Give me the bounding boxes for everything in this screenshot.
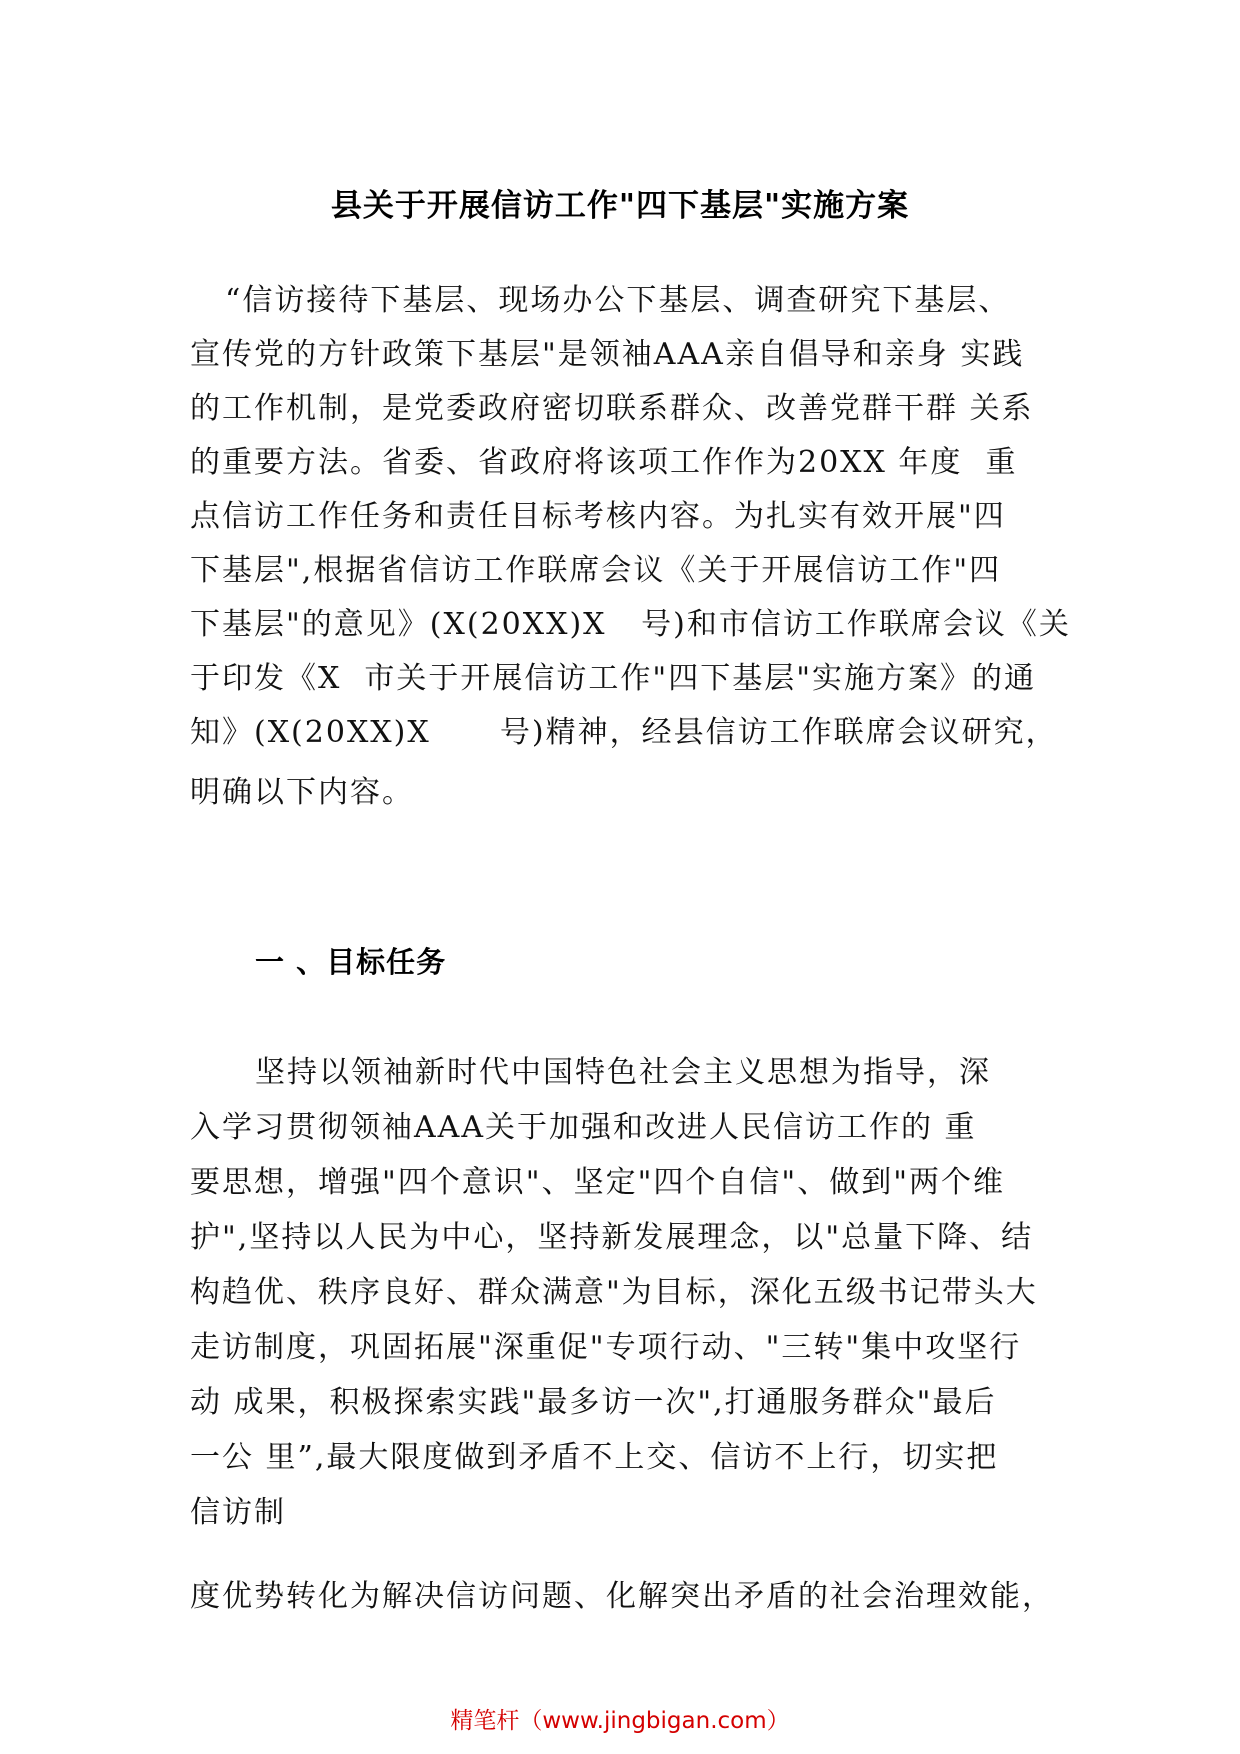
intro-line: 宣传党的方针政策下基层"是领袖AAA亲自倡导和亲身 实践	[190, 337, 1025, 372]
section-line: 动 成果，积极探索实践"最多访一次",打通服务群众"最后	[190, 1385, 997, 1420]
intro-line: 下基层"的意见》(X(20XX)X 号)和市信访工作联席会议《关	[190, 607, 1071, 642]
document-title: 县关于开展信访工作"四下基层"实施方案	[330, 188, 910, 224]
intro-line: 下基层",根据省信访工作联席会议《关于开展信访工作"四	[190, 553, 1002, 588]
section-line: 信访制	[190, 1495, 286, 1530]
intro-line: 于印发《X 市关于开展信访工作"四下基层"实施方案》的通	[190, 661, 1037, 696]
section-line: 构趋优、秩序良好、群众满意"为目标，深化五级书记带头大	[190, 1275, 1038, 1310]
section-line: 度优势转化为解决信访问题、化解突出矛盾的社会治理效能，	[190, 1579, 1054, 1614]
section-line: 入学习贯彻领袖AAA关于加强和改进人民信访工作的 重	[190, 1110, 977, 1145]
section-line: 护",坚持以人民为中心，坚持新发展理念，以"总量下降、结	[190, 1220, 1034, 1255]
intro-line: 明确以下内容。	[190, 775, 414, 810]
section-line: 坚持以领袖新时代中国特色社会主义思想为指导，深	[255, 1055, 991, 1090]
intro-line: “信访接待下基层、现场办公下基层、调查研究下基层、	[225, 283, 1011, 318]
section-line: 一公 里”,最大限度做到矛盾不上交、信访不上行，切实把	[190, 1440, 999, 1475]
intro-line: 的工作机制，是党委政府密切联系群众、改善党群干群 关系	[190, 391, 1034, 426]
section-heading: 一 、目标任务	[255, 945, 447, 979]
intro-line: 点信访工作任务和责任目标考核内容。为扎实有效开展"四	[190, 499, 1006, 534]
footer-watermark: 精笔杆（www.jingbigan.com）	[450, 1708, 790, 1734]
intro-line: 知》(X(20XX)X 号)精神，经县信访工作联席会议研究，	[190, 715, 1058, 750]
section-line: 要思想，增强"四个意识"、坚定"四个自信"、做到"两个维	[190, 1165, 1005, 1200]
section-line: 走访制度，巩固拓展"深重促"专项行动、"三转"集中攻坚行	[190, 1330, 1022, 1365]
intro-line: 的重要方法。省委、省政府将该项工作作为20XX 年度 重	[190, 445, 1018, 480]
